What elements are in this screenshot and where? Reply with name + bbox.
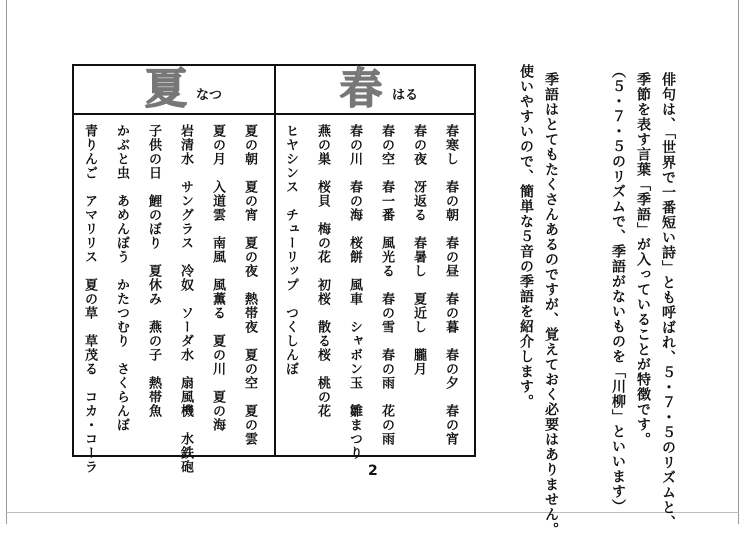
spring-words-column: 春寒し 春の朝 春の昼 春の暮 春の夕 春の宵 xyxy=(443,124,458,446)
spring-words-column: ヒヤシンス チューリップ つくしんぼ xyxy=(283,124,298,376)
spring-words-column: 春の川 春の海 桜餅 風車 シャボン玉 雛まつり xyxy=(347,124,362,460)
spring-words-column: 春の夜 冴返る 春暑し 夏近し 朧月 xyxy=(411,124,426,376)
intro-line-3: （５・７・５のリズムで、季語がないものを「川柳」といいます） xyxy=(610,64,626,514)
summer-heading: 夏 xyxy=(145,64,188,113)
summer-words-column: 子供の日 鯉のぼり 夏休み 燕の子 熱帯魚 xyxy=(146,124,161,418)
summer-words-column: 青りんご アマリリス 夏の草 草茂る コカ・コーラ xyxy=(82,124,97,474)
intro-note-2: 使いやすいので、簡単な５音の季語を紹介します。 xyxy=(518,64,534,409)
spring-words-column: 春の空 春一番 風光る 春の雪 春の雨 花の雨 xyxy=(379,124,394,446)
page-number: 2 xyxy=(368,463,378,479)
page-edge-bottom xyxy=(6,512,739,513)
intro-note-1: 季語はとてもたくさんあるのですが、覚えておく必要はありません。 xyxy=(543,72,559,537)
summer-words-column: 夏の月 入道雲 南風 風薫る 夏の川 夏の海 xyxy=(210,124,225,432)
intro-line-1: 俳句は、「世界で一番短い詩」とも呼ばれ、５・７・５のリズムと、 xyxy=(660,72,676,530)
intro-line-2: 季節を表す言葉「季語」が入っていることが特徴です。 xyxy=(635,72,651,447)
summer-words-column: 夏の朝 夏の宵 夏の夜 熱帯夜 夏の空 夏の雲 xyxy=(242,124,257,446)
page-edge-right xyxy=(738,0,739,524)
summer-reading: なつ xyxy=(196,88,223,103)
table-divider-horizontal xyxy=(72,113,476,115)
summer-words-column: かぶと虫 あめんぼう かたつむり さくらんぼ xyxy=(114,124,129,432)
table-divider-vertical xyxy=(274,64,276,457)
spring-reading: はる xyxy=(392,88,419,103)
spring-heading: 春 xyxy=(340,64,383,113)
summer-words-column: 岩清水 サングラス 冷奴 ソーダ水 扇風機 水鉄砲 xyxy=(178,124,193,474)
spring-words-column: 燕の巣 桜貝 梅の花 初桜 散る桜 桃の花 xyxy=(315,124,330,418)
page-edge-left xyxy=(6,0,7,524)
